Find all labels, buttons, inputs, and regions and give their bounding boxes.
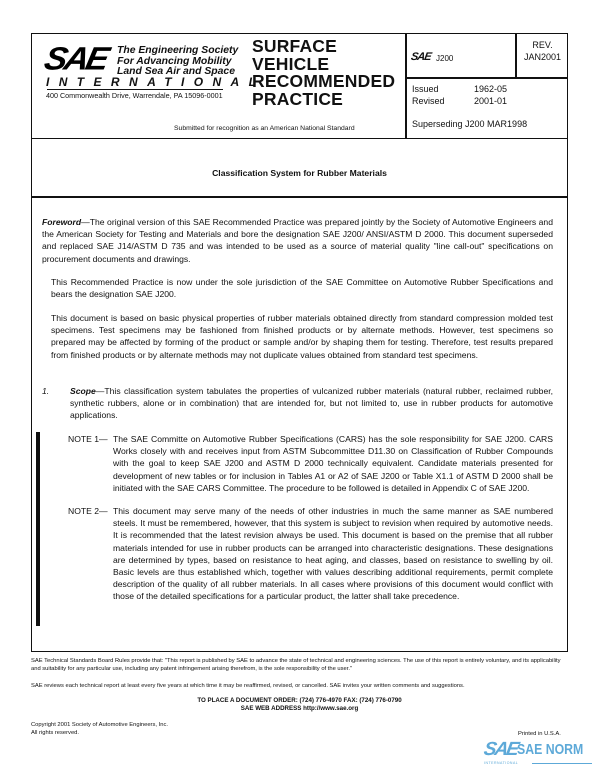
- sae-tagline: [117, 46, 238, 78]
- revision-block: [517, 39, 568, 63]
- change-bar: [36, 432, 40, 626]
- sae-norm-logo-icon: SAE: [482, 739, 519, 760]
- foreword-label: Foreword: [42, 217, 82, 227]
- revision-label: REV.: [532, 40, 553, 50]
- foreword-text: —The original version of this SAE Recommended Practice was prepared jointly by the Society of Automotive Engineers and the American Society for Testing and Materials and bore the designation SAE J200/ ANSI/ASTM D 2000. This document superseded and replaced SAE J14/ASTM D 735 and was intended to be used as a source of material quality "line call-out" specifications on procurement documents and drawings.: [42, 217, 553, 264]
- doc-type-line: PRACTICE: [252, 88, 344, 109]
- header-divider: [405, 77, 568, 79]
- sae-address: 400 Commonwealth Drive, Warrendale, PA 15096-0001: [46, 91, 223, 100]
- dates-labels: [412, 83, 445, 107]
- sae-small-logo: SAE: [409, 51, 432, 63]
- copyright: [31, 722, 291, 737]
- sae-international: INTERNATIONAL: [46, 75, 266, 89]
- web-address: SAE WEB ADDRESS http://www.sae.org: [240, 705, 359, 712]
- revised-value: 2001-01: [474, 96, 508, 106]
- doc-type-line: RECOMMENDED: [252, 71, 396, 91]
- tagline-line: For Advancing Mobility: [117, 55, 232, 67]
- logo-rule: [47, 89, 223, 90]
- document-number: J200: [436, 54, 454, 63]
- review-notice: SAE reviews each technical report at least every five years at which time it may be reaffirmed, revised, or cancelled. SAE invites your written comments and suggestions.: [31, 683, 465, 689]
- document-type: [252, 38, 395, 108]
- tagline-line: Land Sea Air and Space: [117, 66, 235, 77]
- watermark-rule: [532, 763, 592, 764]
- issued-value: 1962-05: [474, 84, 508, 94]
- note2-text: This document may serve many of the needs of other industries in much the same manner as SAE numbered steels. It must be remembered, however, that this system is subject to revision when required by automotive needs. It is recommended that the latest revision always be used. This document is based on the premise that all rubber materials intended for use in rubber products can be arranged into characteristic designations. These designations are determined by types, based on resistance to heat aging, and classes, based on resistance to swelling by oil. Basic levels are thus established which, together with values describing additional requirements, permit complete description of the quality of all rubber materials. In all cases where provisions of this document would conflict with those of the detailed specifications for a particular product, the latter shall take precedence.: [113, 506, 553, 602]
- tagline-line: The Engineering Society: [117, 45, 239, 56]
- revision-value: JAN2001: [523, 52, 562, 62]
- doc-type-line: VEHICLE: [252, 53, 330, 74]
- dates-values: [474, 83, 507, 107]
- sae-logo-mark: SAE: [41, 40, 110, 78]
- revised-label: Revised: [412, 96, 445, 106]
- scope-number-text: 1.: [42, 386, 50, 396]
- note1-text: The SAE Committe on Automotive Rubber Specifications (CARS) has the sole responsibility for SAE J200. CARS Works closely with and receives input from ASTM Subcommittee D11.30 on Classification of Rubber Compounds with the goal to keep SAE J200 and ASTM D 2000 technically equivalent. Candidate materials presented for development of new tables or for inclusion in Tables A1 or A2 of SAE J200 or Table X1.1 of ASTM D 2000 shall be initiated with the SAE CARS Committee. The procedure to be followed is detailed in Appendix C of SAE J200.: [113, 434, 553, 493]
- submitted-note: Submitted for recognition as an American National Standard: [174, 125, 355, 132]
- scope-text: —This classification system tabulates the properties of vulcanized rubber materials (natural rubber, reclaimed rubber, synthetic rubbers, alone or in combination) that are intended for, but not limited to, use in rubber products for automotive applications.: [70, 386, 553, 421]
- scope-paragraph: [70, 385, 553, 422]
- basis-paragraph: This document is based on basic physical properties of rubber materials obtained directly from standard compression molded test specimens. Test specimens may be fashioned from finished products or by alternate methods. However, test specimens so prepared may be affected by forming of the product or sample and/or by shaping them for testing. Therefore, test results prepared from finished products or by alternate methods may not duplicate values obtained from standard test specimens.: [51, 313, 553, 360]
- doc-type-line: SURFACE: [252, 36, 338, 56]
- document-title: Classification System for Rubber Materials: [212, 168, 387, 178]
- issued-label: Issued: [412, 84, 439, 94]
- watermark-subtext: INTERNATIONAL: [484, 761, 519, 765]
- order-phone: TO PLACE A DOCUMENT ORDER: (724) 776-4970 FAX: (724) 776-0790: [197, 697, 402, 704]
- scope-label: Scope: [70, 386, 96, 396]
- note2-label: NOTE 2—: [68, 506, 108, 516]
- rights-line: All rights reserved.: [31, 729, 80, 736]
- order-info: [31, 697, 568, 713]
- header-divider: [405, 33, 407, 139]
- note1-label: NOTE 1—: [68, 434, 108, 444]
- scope-number: [42, 385, 62, 397]
- superseding: Superseding J200 MAR1998: [412, 119, 528, 129]
- foreword: [42, 216, 553, 265]
- printed-in: Printed in U.S.A.: [518, 731, 561, 737]
- jurisdiction-paragraph: This Recommended Practice is now under the sole jurisdiction of the SAE Committee on Automotive Rubber Specifications and bears the designation SAE J200.: [51, 277, 553, 300]
- board-rules: SAE Technical Standards Board Rules provide that: "This report is published by SAE to advance the state of technical and engineering sciences. The use of this report is entirely voluntary, and its applicability and suitability for any particular use, including any patent infringement arising therefrom, is the sole responsibility of the user.": [31, 658, 561, 672]
- sae-norm-text: SAE NORM: [517, 741, 584, 758]
- copyright-line: Copyright 2001 Society of Automotive Engineers, Inc.: [31, 722, 168, 728]
